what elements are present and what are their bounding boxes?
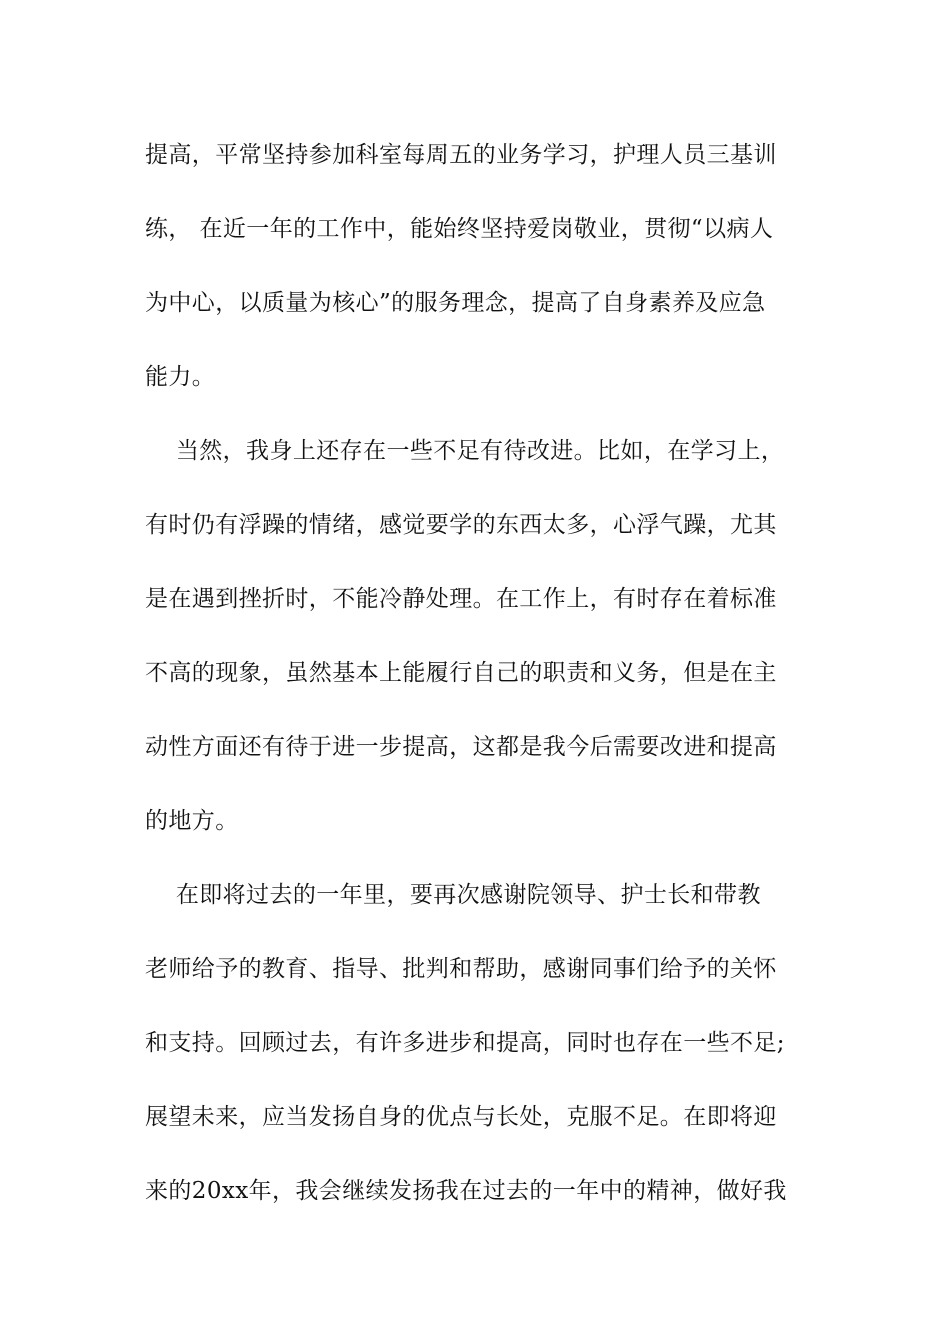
text-line: 展望未来，应当发扬自身的优点与长处，克服不足。在即将迎	[145, 1104, 777, 1130]
text-line: 有时仍有浮躁的情绪，感觉要学的东西太多，心浮气躁，尤其	[145, 512, 777, 538]
document-body	[145, 130, 815, 1240]
text-line: 来的20xx年，我会继续发扬我在过去的一年中的精神，做好我	[145, 1178, 787, 1204]
text-line: 的地方。	[145, 808, 239, 834]
text-line: 为中心，以质量为核心”的服务理念，提高了自身素养及应急	[145, 290, 766, 316]
text-line: 动性方面还有待于进一步提高，这都是我今后需要改进和提高	[145, 734, 777, 760]
text-line: 在即将过去的一年里，要再次感谢院领导、护士长和带教	[145, 882, 761, 908]
text-line: 能力。	[145, 364, 216, 390]
text-line: 不高的现象，虽然基本上能履行自己的职责和义务，但是在主	[145, 660, 777, 686]
text-line: 当然，我身上还存在一些不足有待改进。比如，在学习上，	[145, 438, 785, 464]
text-line: 提高，平常坚持参加科室每周五的业务学习，护理人员三基训	[145, 142, 777, 168]
text-line: 是在遇到挫折时，不能冷静处理。在工作上，有时存在着标准	[145, 586, 777, 612]
text-line: 练， 在近一年的工作中，能始终坚持爱岗敬业，贯彻“以病人	[145, 216, 774, 242]
text-line: 和支持。回顾过去，有许多进步和提高，同时也存在一些不足;	[145, 1030, 785, 1056]
text-line: 老师给予的教育、指导、批判和帮助，感谢同事们给予的关怀	[145, 956, 777, 982]
